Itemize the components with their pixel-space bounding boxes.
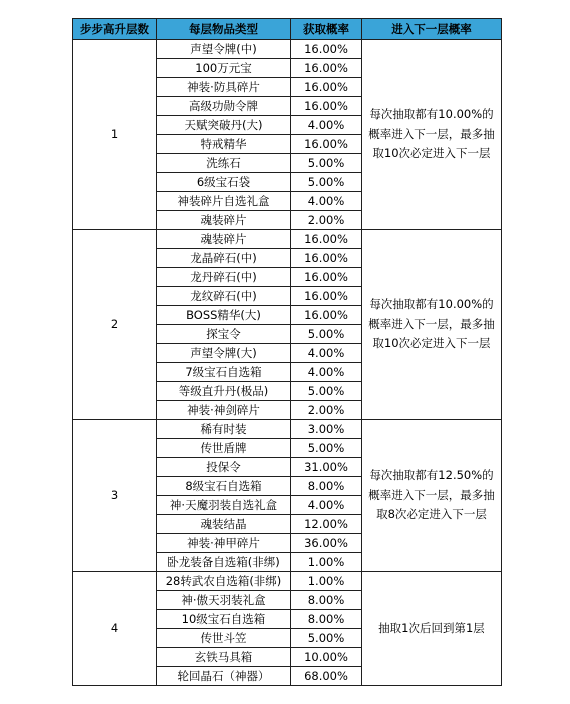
table-row bbox=[73, 572, 502, 591]
prob-cell: 16.00% bbox=[291, 135, 362, 154]
prob-cell: 5.00% bbox=[291, 439, 362, 458]
prob-cell: 4.00% bbox=[291, 116, 362, 135]
next-layer-note: 每次抽取都有12.50%的概率进入下一层，最多抽取8次必定进入下一层 bbox=[362, 420, 502, 572]
item-cell: 等级直升丹(极品) bbox=[157, 382, 291, 401]
item-cell: 神装·神甲碎片 bbox=[157, 534, 291, 553]
prob-cell: 16.00% bbox=[291, 230, 362, 249]
item-cell: 魂装碎片 bbox=[157, 211, 291, 230]
prob-cell: 8.00% bbox=[291, 591, 362, 610]
prob-cell: 16.00% bbox=[291, 287, 362, 306]
item-cell: 轮回晶石（神器） bbox=[157, 667, 291, 686]
item-cell: 投保令 bbox=[157, 458, 291, 477]
table-row bbox=[73, 230, 502, 249]
prob-cell: 4.00% bbox=[291, 192, 362, 211]
header-probability: 获取概率 bbox=[291, 19, 362, 40]
item-cell: 魂装碎片 bbox=[157, 230, 291, 249]
item-cell: 神装·神剑碎片 bbox=[157, 401, 291, 420]
item-cell: 神·天魔羽装自选礼盒 bbox=[157, 496, 291, 515]
item-cell: 神装·防具碎片 bbox=[157, 78, 291, 97]
item-cell: 龙丹碎石(中) bbox=[157, 268, 291, 287]
prob-cell: 16.00% bbox=[291, 59, 362, 78]
item-cell: 特戒精华 bbox=[157, 135, 291, 154]
layer-number: 4 bbox=[73, 572, 157, 686]
item-cell: 10级宝石自选箱 bbox=[157, 610, 291, 629]
prob-cell: 3.00% bbox=[291, 420, 362, 439]
prob-cell: 16.00% bbox=[291, 268, 362, 287]
prob-cell: 4.00% bbox=[291, 344, 362, 363]
item-cell: 声望令牌(大) bbox=[157, 344, 291, 363]
prob-cell: 10.00% bbox=[291, 648, 362, 667]
prob-cell: 12.00% bbox=[291, 515, 362, 534]
item-cell: 28转武农自选箱(非绑) bbox=[157, 572, 291, 591]
prob-cell: 2.00% bbox=[291, 401, 362, 420]
item-cell: 魂装结晶 bbox=[157, 515, 291, 534]
header-next-layer-probability: 进入下一层概率 bbox=[362, 19, 502, 40]
item-cell: 卧龙装备自选箱(非绑) bbox=[157, 553, 291, 572]
item-cell: 探宝令 bbox=[157, 325, 291, 344]
item-cell: 声望令牌(中) bbox=[157, 40, 291, 59]
item-cell: 神装碎片自选礼盒 bbox=[157, 192, 291, 211]
probability-table bbox=[72, 18, 502, 686]
prob-cell: 1.00% bbox=[291, 553, 362, 572]
prob-cell: 4.00% bbox=[291, 496, 362, 515]
table-row bbox=[73, 420, 502, 439]
prob-cell: 68.00% bbox=[291, 667, 362, 686]
prob-cell: 31.00% bbox=[291, 458, 362, 477]
prob-cell: 16.00% bbox=[291, 97, 362, 116]
prob-cell: 8.00% bbox=[291, 610, 362, 629]
prob-cell: 5.00% bbox=[291, 382, 362, 401]
prob-cell: 8.00% bbox=[291, 477, 362, 496]
item-cell: 100万元宝 bbox=[157, 59, 291, 78]
item-cell: 8级宝石自选箱 bbox=[157, 477, 291, 496]
item-cell: 玄铁马具箱 bbox=[157, 648, 291, 667]
item-cell: 传世盾牌 bbox=[157, 439, 291, 458]
next-layer-note: 每次抽取都有10.00%的概率进入下一层，最多抽取10次必定进入下一层 bbox=[362, 40, 502, 230]
prob-cell: 2.00% bbox=[291, 211, 362, 230]
layer-number: 2 bbox=[73, 230, 157, 420]
prob-cell: 5.00% bbox=[291, 629, 362, 648]
item-cell: 神·傲天羽装礼盒 bbox=[157, 591, 291, 610]
prob-cell: 16.00% bbox=[291, 306, 362, 325]
header-item-type: 每层物品类型 bbox=[157, 19, 291, 40]
table-row bbox=[73, 40, 502, 59]
prob-cell: 16.00% bbox=[291, 78, 362, 97]
prob-cell: 16.00% bbox=[291, 40, 362, 59]
prob-cell: 16.00% bbox=[291, 249, 362, 268]
item-cell: 高级功勋令牌 bbox=[157, 97, 291, 116]
item-cell: 天赋突破丹(大) bbox=[157, 116, 291, 135]
item-cell: 洗练石 bbox=[157, 154, 291, 173]
prob-cell: 1.00% bbox=[291, 572, 362, 591]
prob-cell: 5.00% bbox=[291, 325, 362, 344]
item-cell: 传世斗笠 bbox=[157, 629, 291, 648]
next-layer-note: 抽取1次后回到第1层 bbox=[362, 572, 502, 686]
item-cell: 龙晶碎石(中) bbox=[157, 249, 291, 268]
item-cell: 6级宝石袋 bbox=[157, 173, 291, 192]
header-layer: 步步高升层数 bbox=[73, 19, 157, 40]
table-body bbox=[73, 40, 502, 686]
item-cell: 稀有时装 bbox=[157, 420, 291, 439]
item-cell: 龙纹碎石(中) bbox=[157, 287, 291, 306]
header-row bbox=[73, 19, 502, 40]
prob-cell: 4.00% bbox=[291, 363, 362, 382]
prob-cell: 5.00% bbox=[291, 154, 362, 173]
layer-number: 3 bbox=[73, 420, 157, 572]
layer-number: 1 bbox=[73, 40, 157, 230]
next-layer-note: 每次抽取都有10.00%的概率进入下一层，最多抽取10次必定进入下一层 bbox=[362, 230, 502, 420]
prob-cell: 5.00% bbox=[291, 173, 362, 192]
prob-cell: 36.00% bbox=[291, 534, 362, 553]
item-cell: 7级宝石自选箱 bbox=[157, 363, 291, 382]
item-cell: BOSS精华(大) bbox=[157, 306, 291, 325]
